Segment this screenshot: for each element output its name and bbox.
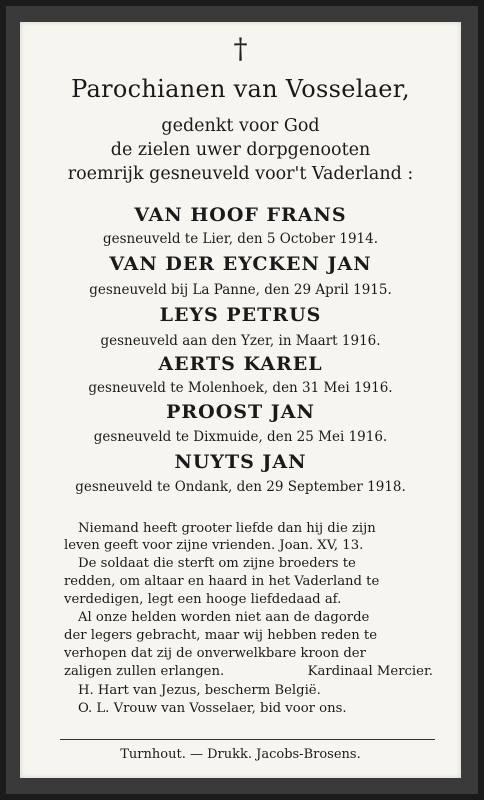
text-line: zaligen zullen erlangen. bbox=[64, 664, 225, 679]
memorial-card bbox=[20, 22, 461, 778]
soldier-detail: gesneuveld te Molenhoek, den 31 Mei 1916. bbox=[88, 380, 393, 396]
prayer-line: H. Hart van Jezus, bescherm België. bbox=[78, 683, 321, 698]
text-line: redden, om altaar en haard in het Vaderland te bbox=[64, 574, 380, 589]
divider bbox=[60, 739, 435, 740]
text-line: Niemand heeft grooter liefde dan hij die zijn bbox=[78, 521, 376, 536]
soldier-detail: gesneuveld aan den Yzer, in Maart 1916. bbox=[100, 333, 381, 349]
cross-icon: † bbox=[233, 32, 248, 65]
soldier-name: VAN DER EYCKEN JAN bbox=[109, 253, 372, 275]
prayer-line: O. L. Vrouw van Vosselaer, bid voor ons. bbox=[78, 701, 347, 716]
soldier-detail: gesneuveld te Lier, den 5 October 1914. bbox=[102, 231, 379, 247]
text-line: der legers gebracht, maar wij hebben reden te bbox=[64, 628, 378, 643]
signature-author: Kardinaal Mercier. bbox=[307, 664, 433, 679]
soldier-detail: gesneuveld te Dixmuide, den 25 Mei 1916. bbox=[93, 429, 388, 445]
printer-line: Turnhout. — Drukk. Jacobs-Brosens. bbox=[120, 747, 361, 762]
text-line: verdedigen, legt een hooge liefdedaad af. bbox=[64, 592, 342, 607]
intro-line-2: de zielen uwer dorpgenooten bbox=[110, 140, 371, 160]
soldier-name: LEYS PETRUS bbox=[159, 304, 322, 326]
soldier-name: PROOST JAN bbox=[166, 401, 315, 423]
soldier-name: AERTS KAREL bbox=[158, 353, 323, 375]
soldier-detail: gesneuveld bij La Panne, den 29 April 1915. bbox=[89, 282, 392, 298]
text-line: De soldaat die sterft om zijne broeders te bbox=[78, 556, 356, 571]
soldier-detail: gesneuveld te Ondank, den 29 September 1918. bbox=[75, 479, 406, 495]
soldier-name: NUYTS JAN bbox=[174, 451, 307, 473]
intro-line-3: roemrijk gesneuveld voor't Vaderland : bbox=[67, 164, 414, 184]
text-line: Al onze helden worden niet aan de dagorde bbox=[78, 610, 370, 625]
soldier-name: VAN HOOF FRANS bbox=[134, 204, 347, 226]
intro-line-1: gedenkt voor God bbox=[161, 116, 320, 136]
text-line: verhopen dat zij de onverwelkbare kroon der bbox=[64, 646, 366, 661]
text-line: leven geeft voor zijne vrienden. Joan. XV, 13. bbox=[64, 538, 364, 553]
heading: Parochianen van Vosselaer, bbox=[71, 75, 410, 103]
text-line-signature-row bbox=[64, 663, 433, 680]
